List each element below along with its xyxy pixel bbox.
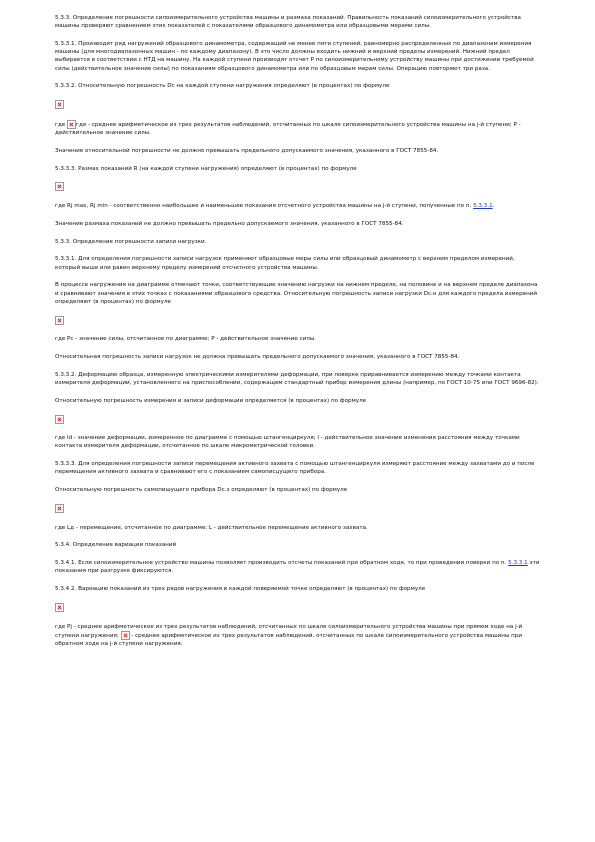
broken-image-icon	[55, 316, 64, 325]
paragraph-recorder-error: Относительную погрешность самопишущего прибора Dc.з определяют (в процентах) по формуле	[55, 487, 348, 494]
link-5-3-3-1[interactable]: 5.3.3.1	[473, 202, 493, 209]
paragraph-where-pj	[55, 623, 540, 649]
paragraph-where-ld: где ld - значение деформации, измеренное по диаграмме с помощью штангенциркуля; l - действительное значение изменения расстояния между точками контакта измерителя деформации, отсчитанное по шкале микрометрической головки.	[55, 435, 520, 450]
paragraph-5-3-3-2: 5.3.3.2. Относительную погрешность Dc на каждой ступени нагружения определяют (в процентах) по формуле	[55, 83, 390, 90]
inline-text: где - среднее арифметическое из трех результатов наблюдений, отсчитанных по шкале силоизмерительного устройства машины на j-й ступени; P - действительное значение силы.	[55, 121, 521, 136]
paragraph-loading-process: В процессе нагружения на диаграмме отмечают точки, соответствующие значению нагрузки на нижнем пределе, на половине и на верхнем пределе диапазона и сравнивают значения в этих точках с показаниями образцового средства. Относительную погрешность записи нагрузки Dc.н для каждого предела измерений определяют (в процентах) по формуле	[55, 282, 538, 305]
formula-image	[55, 316, 540, 326]
paragraph-5-3-4: 5.3.4. Определение вариации показаний	[55, 542, 177, 549]
paragraph-limit-1: Значение относительной погрешности не должно превышать предельного допускаемого значения, указанного в ГОСТ 7855-84.	[55, 147, 439, 154]
broken-image-icon	[55, 603, 64, 612]
formula-image	[55, 415, 540, 425]
paragraph-limit-3: Относительная погрешность записи нагрузок не должна превышать предельного допускаемого значения, указанного в ГОСТ 7855-84.	[55, 353, 460, 360]
paragraph-5-3-3-2-deformation: 5.3.3.2. Деформацию образца, измеренную электрическими измерителями деформации, при поверке приравнивается измерению между точками контакта измерителя деформации, установленного на приспособлении, содержащем стандартный прибор измерения длины (например, по ГОСТ 10-75 или ГОСТ 9696-82).	[55, 371, 539, 386]
broken-image-icon	[55, 100, 64, 109]
inline-text: .	[492, 202, 495, 209]
broken-image-icon	[67, 120, 76, 129]
link-5-3-3-1[interactable]: 5.3.3.1	[508, 560, 528, 567]
paragraph-5-3-3-1-record: 5.3.3.1. Для определения погрешности записи нагрузок применяют образцовые меры силы или образцовый динамометр с верхним пределом измерений, который выше или равен верхнему пределу измерений отсчетного устройства машины.	[55, 256, 515, 271]
paragraph-5-3-3-record: 5.3.3. Определение погрешности записи нагрузки.	[55, 238, 207, 245]
paragraph-deformation-error: Относительную погрешность измерения и записи деформации определяется (в процентах) по формуле	[55, 397, 367, 404]
formula-image	[55, 504, 540, 514]
paragraph-5-3-4-1	[55, 559, 540, 575]
paragraph-where-pc: где Pc - значение силы, отсчитанное по диаграмме; P - действительное значение силы.	[55, 336, 317, 343]
broken-image-icon	[55, 415, 64, 424]
formula-image	[55, 603, 540, 613]
paragraph-where-ld-grip: где Lд - перемещение, отсчитанное по диаграмме; L - действительное перемещение активного захвата.	[55, 524, 368, 531]
paragraph-limit-2: Значение размаха показаний не должно превышать предельно допускаемого значения, указанного в ГОСТ 7855-84.	[55, 220, 404, 227]
formula-image	[55, 182, 540, 192]
inline-text: где Pj - среднее арифметическое из трех результатов наблюдений, отсчитанных по шкале силоизмерительного устройства машины при прямом ходе на j-й ступени нагружения;	[55, 623, 523, 639]
paragraph-5-3-3: 5.3.3. Определение погрешности силоизмерительного устройства машины и размаха показаний. Правильность показаний силоизмерительного устройства машины проверяют сравнением этих показателей с показателями образцового динамометра или образцовыми мерами силы.	[55, 15, 521, 30]
inline-text: - среднее арифметическое из трех результатов наблюдений, отсчитанных по шкале силоизмерительного устройства машины при обратном ходе на j-й ступени нагружения.	[55, 632, 522, 647]
inline-text: где Rj max, Rj min - соответственно наибольшее и наименьшее показания отсчетного устройства машины на j-й ступени, полученные по п.	[55, 202, 472, 209]
inline-text: эти показания при разгрузке фиксируются.	[55, 560, 540, 575]
paragraph-where-rj	[55, 202, 540, 210]
paragraph-where-mean	[55, 120, 540, 137]
broken-image-icon	[55, 504, 64, 513]
paragraph-5-3-3-1: 5.3.3.1. Производят ряд нагружений образцового динамометра, содержащий не менее пяти ступеней, равномерно распределенных по диапазонам измерения машины (для многодиапазонных машин - по каждому диапазону). В это число должны входить нижний и верхний пределы измерений. Нижний предел выбирается в соответствии с НТД на машину. На каждой ступени производят отсчет P по силоизмерительному устройству машины при достижении требуемой силы (действительное значение силы) по показаниям образцового динамометра или по образцовым мерам силы. Операцию повторяют три раза.	[55, 41, 534, 72]
inline-text: где	[55, 121, 68, 128]
paragraph-5-3-3-3-grip: 5.3.3.3. Для определения погрешности записи перемещения активного захвата с помощью штангенциркуля измеряют расстояние между захватами до и после перемещения активного захвата и сравнивают его с показанием самописцущего прибора.	[55, 461, 535, 476]
paragraph-5-3-4-2: 5.3.4.2. Вариацию показаний из трех рядов нагружения в каждой поверяемой точке определяют (в процентах) по формуле	[55, 586, 426, 593]
document-page	[55, 14, 540, 658]
broken-image-icon	[55, 182, 64, 191]
paragraph-5-3-3-3: 5.3.3.3. Размах показаний R (на каждой ступени нагружения) определяют (в процентах) по формуле	[55, 165, 357, 172]
inline-text: 5.3.4.1. Если силоизмерительное устройство машины позволяет производить отсчеты показаний при обратном ходе, то при проведении поверки по п.	[55, 560, 507, 567]
formula-image	[55, 100, 540, 110]
broken-image-icon	[121, 631, 130, 640]
